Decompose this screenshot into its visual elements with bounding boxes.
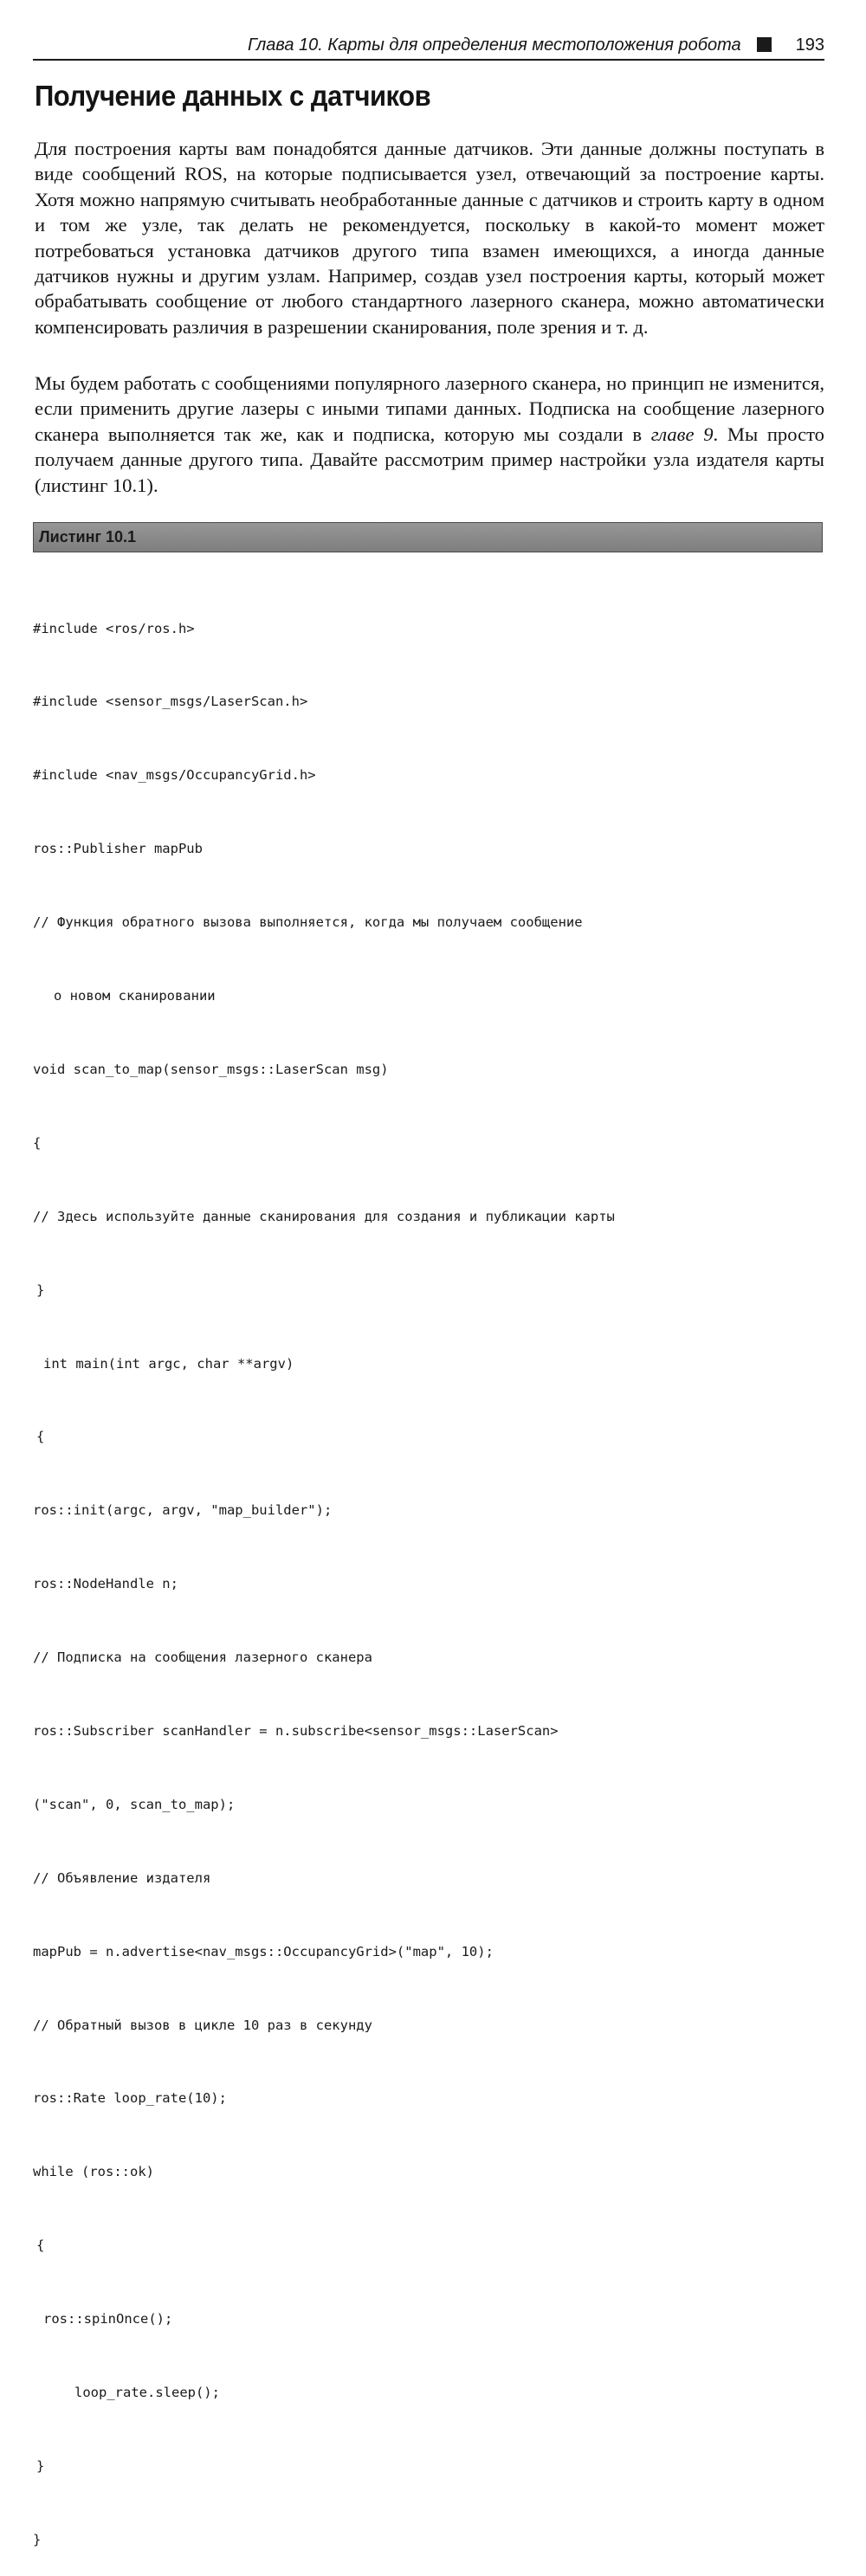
code-line: о новом сканировании bbox=[54, 988, 216, 1004]
code-line: ros::NodeHandle n; bbox=[33, 1576, 178, 1592]
code-line: ros::Rate loop_rate(10); bbox=[33, 2090, 227, 2107]
code-line: ros::Subscriber scanHandler = n.subscribe<sensor_msgs::LaserScan> bbox=[33, 1722, 559, 1739]
code-line: int main(int argc, char **argv) bbox=[43, 1355, 294, 1372]
paragraph-2-text-end: . Мы просто получаем данные другого типа. Давайте рассмотрим пример настройки узла издателя карты (листинг 10.1). bbox=[35, 423, 824, 496]
code-line: { bbox=[36, 1429, 45, 1445]
section-title: Получение данных с датчиков bbox=[35, 80, 431, 113]
code-listing bbox=[33, 567, 838, 2576]
code-line: } bbox=[33, 2531, 42, 2547]
code-line: // Обратный вызов в цикле 10 раз в секунду bbox=[33, 2017, 372, 2033]
code-line: ("scan", 0, scan_to_map); bbox=[33, 1796, 236, 1812]
code-line: loop_rate.sleep(); bbox=[74, 2384, 220, 2400]
code-line: // Здесь используйте данные сканирования для создания и публикации карты bbox=[33, 1208, 615, 1224]
chapter-title: Глава 10. Карты для определения местоположения робота bbox=[247, 36, 741, 55]
code-line: while (ros::ok) bbox=[33, 2164, 154, 2180]
code-line: #include <nav_msgs/OccupancyGrid.h> bbox=[33, 767, 316, 784]
code-line: // Функция обратного вызова выполняется, когда мы получаем сообщение bbox=[33, 914, 583, 931]
paragraph-2-text-start: Мы будем работать с сообщениями популярного лазерного сканера, но принцип не изменится, если применить другие лазеры с иными типами данных. Подписка на сообщение лазерного сканера выполняется так же, как и подписка, которую мы создали в bbox=[35, 372, 824, 445]
chapter-reference: главе 9 bbox=[650, 423, 714, 445]
code-line: ros::Publisher mapPub bbox=[33, 841, 203, 857]
code-line: // Подписка на сообщения лазерного сканера bbox=[33, 1650, 372, 1666]
running-header bbox=[33, 31, 824, 61]
code-line: #include <ros/ros.h> bbox=[33, 620, 195, 636]
code-line: ros::spinOnce(); bbox=[43, 2311, 173, 2327]
code-line: void scan_to_map(sensor_msgs::LaserScan msg) bbox=[33, 1061, 389, 1077]
listing-title: Листинг 10.1 bbox=[39, 528, 136, 546]
paragraph-1: Для построения карты вам понадобятся данные датчиков. Эти данные должны поступать в виде сообщений ROS, на которые подписывается узел, отвечающий за построение карты. Хотя можно напрямую считывать необработанные данные с датчиков и строить карту в одном и том же узле, так делать не рекомендуется, поскольку в какой-то момент может потребоваться установка датчиков другого типа взамен имеющихся, а иногда данные датчиков нужны и другим узлам. Например, создав узел построения карты, который может обрабатывать сообщение от любого стандартного лазерного сканера, можно автоматически компенсировать различия в разрешении сканирования, поле зрения и т. д. bbox=[35, 138, 824, 338]
header-square-marker bbox=[757, 37, 772, 52]
listing-header-bar bbox=[33, 522, 823, 552]
code-line: mapPub = n.advertise<nav_msgs::OccupancyGrid>("map", 10); bbox=[33, 1943, 494, 1959]
code-line: } bbox=[36, 1282, 45, 1298]
code-line: // Объявление издателя bbox=[33, 1869, 211, 1886]
code-line: { bbox=[33, 1134, 42, 1151]
code-line: } bbox=[36, 2457, 45, 2474]
code-line: { bbox=[36, 2237, 45, 2254]
code-line: #include <sensor_msgs/LaserScan.h> bbox=[33, 694, 308, 710]
paragraph-2 bbox=[35, 371, 824, 498]
page-number: 193 bbox=[795, 36, 824, 55]
code-line: ros::init(argc, argv, "map_builder"); bbox=[33, 1502, 333, 1519]
